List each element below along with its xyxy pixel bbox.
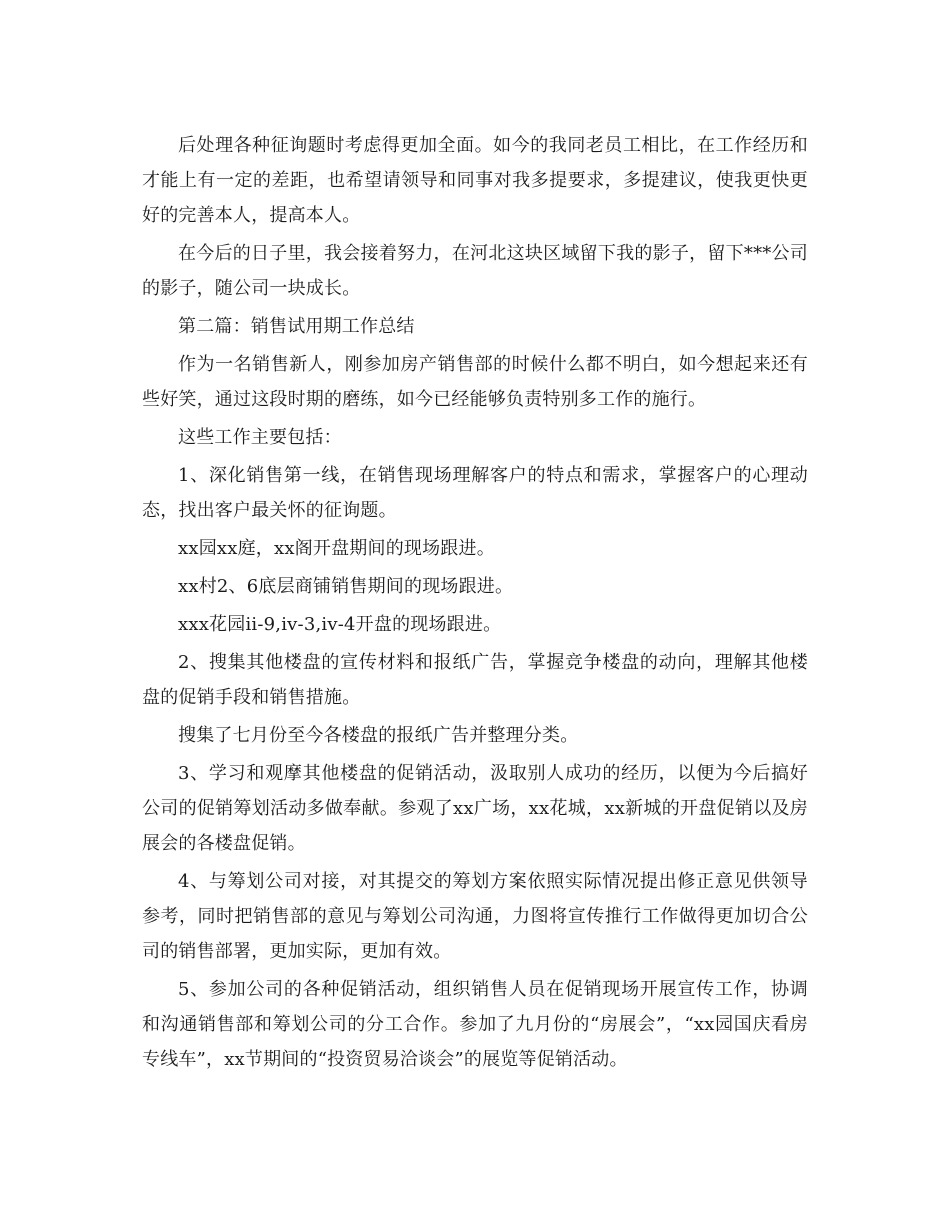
paragraph: 作为一名销售新人，刚参加房产销售部的时候什么都不明白，如今想起来还有些好笑，通过这段时期的磨练，如今已经能够负责特别多工作的施行。 <box>142 354 808 410</box>
paragraph: 这些工作主要包括： <box>178 427 342 448</box>
paragraph: xx村2、6底层商铺销售期间的现场跟进。 <box>178 576 514 597</box>
list-item: 5、参加公司的各种促销活动，组织销售人员在促销现场开展宣传工作，协调和沟通销售部和筹划公司的分工合作。参加了九月份的“房展会”，“xx园国庆看房专线车”，xx节期间的“投资贸易洽谈会”的展览等促销活动。 <box>142 979 808 1070</box>
paragraph: xxx花园ii-9,iv-3,iv-4开盘的现场跟进。 <box>178 614 502 635</box>
list-item: 1、深化销售第一线，在销售现场理解客户的特点和需求，掌握客户的心理动态，找出客户最关怀的征询题。 <box>142 465 808 521</box>
paragraph: 在今后的日子里，我会接着努力，在河北这块区域留下我的影子，留下***公司的影子，随公司一块成长。 <box>142 243 808 299</box>
paragraph: xx园xx庭，xx阁开盘期间的现场跟进。 <box>178 538 495 559</box>
list-item: 2、搜集其他楼盘的宣传材料和报纸广告，掌握竞争楼盘的动向，理解其他楼盘的促销手段和销售措施。 <box>142 652 808 708</box>
list-item: 3、学习和观摩其他楼盘的促销活动，汲取别人成功的经历，以便为今后搞好公司的促销筹划活动多做奉献。参观了xx广场，xx花城，xx新城的开盘促销以及房展会的各楼盘促销。 <box>142 763 808 854</box>
section-heading: 第二篇：销售试用期工作总结 <box>178 316 415 337</box>
paragraph: 后处理各种征询题时考虑得更加全面。如今的我同老员工相比，在工作经历和才能上有一定的差距，也希望请领导和同事对我多提要求，多提建议，使我更快更好的完善本人，提高本人。 <box>142 135 808 226</box>
list-item: 4、与筹划公司对接，对其提交的筹划方案依照实际情况提出修正意见供领导参考，同时把销售部的意见与筹划公司沟通，力图将宣传推行工作做得更加切合公司的销售部署，更加实际，更加有效。 <box>142 871 808 962</box>
document-body <box>142 128 808 1077</box>
paragraph: 搜集了七月份至今各楼盘的报纸广告并整理分类。 <box>178 725 579 746</box>
